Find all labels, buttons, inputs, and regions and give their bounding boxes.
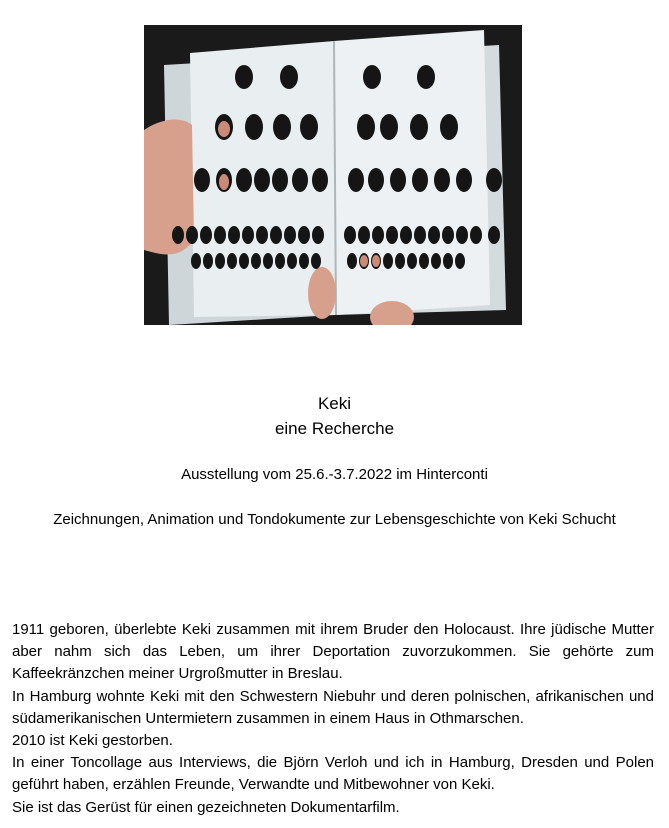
paper-cut-book-illustration bbox=[144, 25, 522, 325]
body-paragraph-film: Sie ist das Gerüst für einen gezeichneten Dokumentarfilm. bbox=[12, 798, 400, 816]
body-text bbox=[12, 619, 654, 819]
body-paragraph-hamburg: In Hamburg wohnte Keki mit den Schwestern Niebuhr und deren polnischen, afrikanischen und südamerikanischen Untermietern zusammen in einem Haus in Othmarschen. bbox=[12, 687, 654, 727]
body-paragraph-collage: In einer Toncollage aus Interviews, die Björn Verloh und ich in Hamburg, Dresden und Polen geführt haben, erzählen Freunde, Verwandte und Mitbewohner von Keki. bbox=[12, 754, 654, 794]
body-paragraph-death: 2010 ist Keki gestorben. bbox=[12, 732, 173, 750]
page-title: Keki bbox=[317, 394, 352, 413]
project-description: Zeichnungen, Animation und Tondokumente zur Lebensgeschichte von Keki Schucht bbox=[53, 511, 616, 528]
exhibition-dates: Ausstellung vom 25.6.-3.7.2022 im Hinterconti bbox=[181, 466, 488, 483]
page-subtitle: eine Recherche bbox=[274, 419, 395, 438]
body-paragraph-birth: 1911 geboren, überlebte Keki zusammen mit ihrem Bruder den Holocaust. Ihre jüdische Mutter aber nahm sich das Leben, um ihrer Deportation zuvorzukommen. Sie gehörte zum Kaffeekränzchen meiner Urgroßmutter in Breslau. bbox=[12, 621, 654, 683]
artwork-photo bbox=[144, 25, 522, 325]
